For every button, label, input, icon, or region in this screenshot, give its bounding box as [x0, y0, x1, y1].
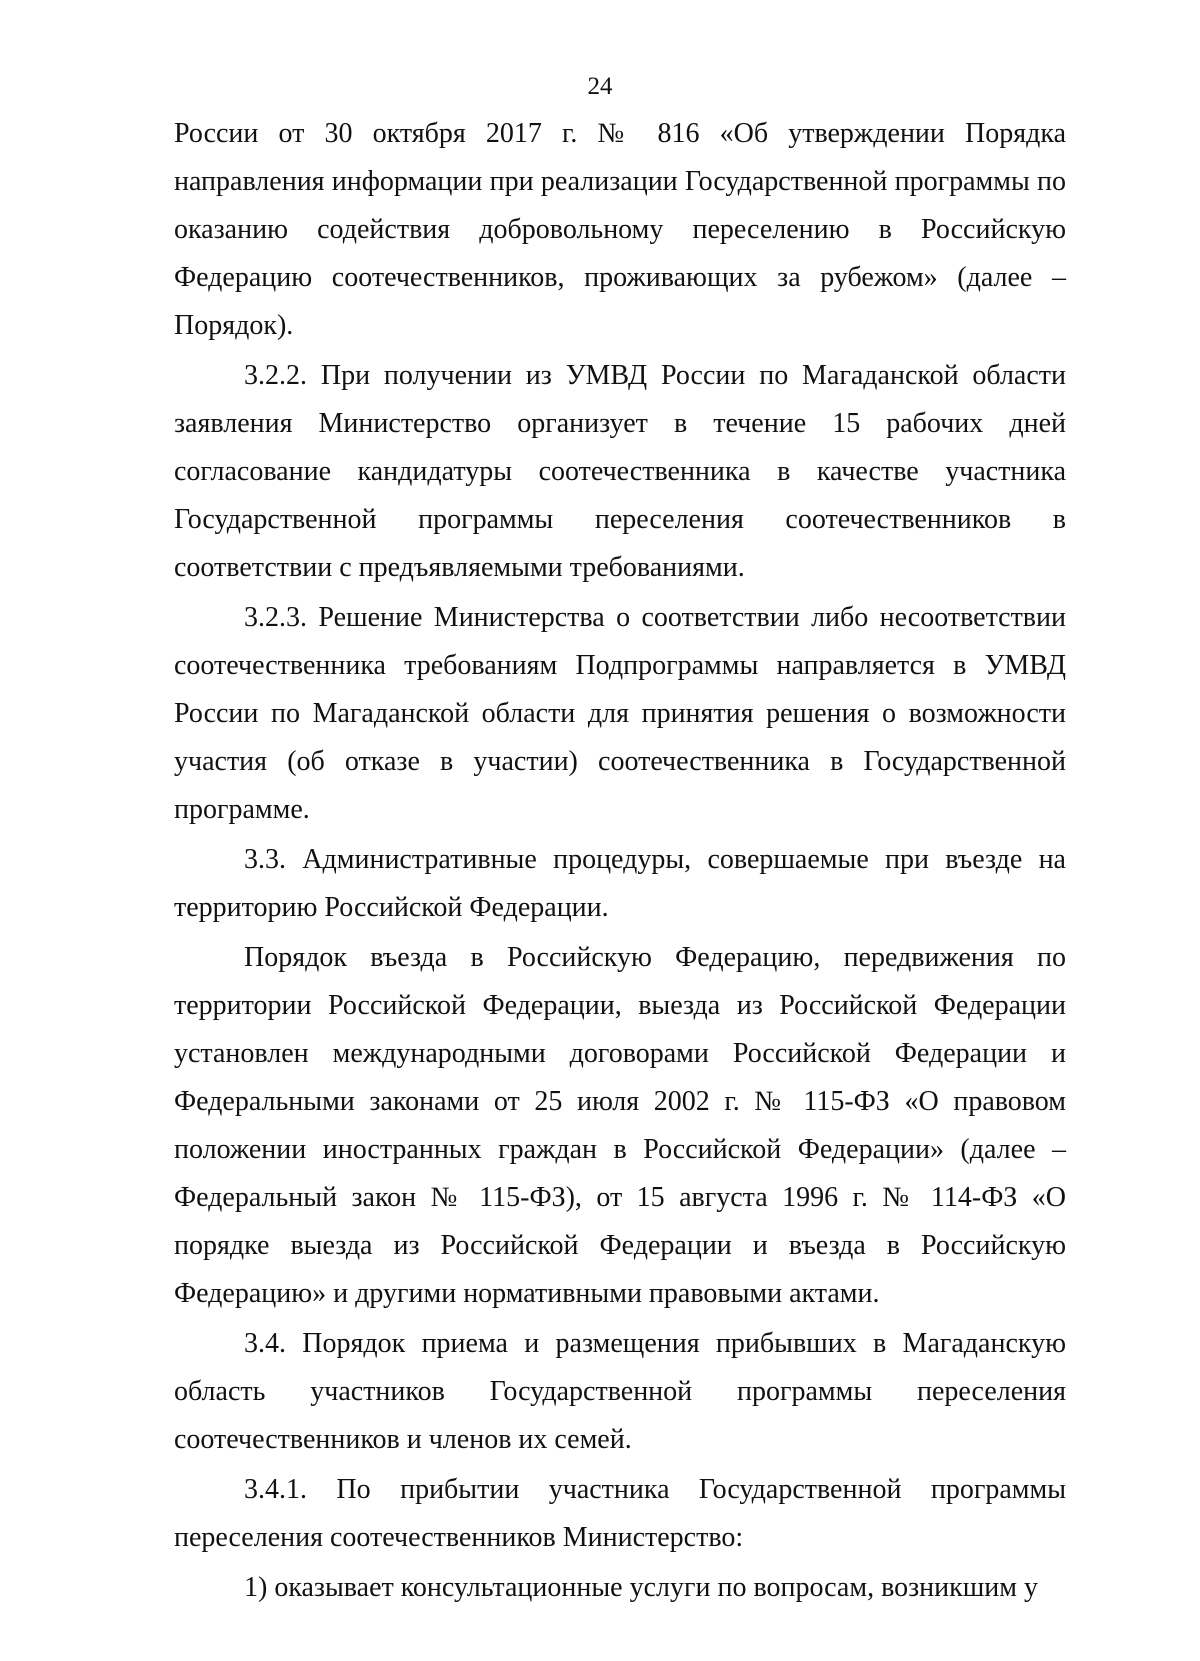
- paragraph-3-4: 3.4. Порядок приема и размещения прибывших в Магаданскую область участников Государственной программы переселения соотечественников и членов их семей.: [174, 1328, 1066, 1455]
- paragraph-3-2-3: 3.2.3. Решение Министерства о соответствии либо несоответствии соотечественника требованиям Подпрограммы направляется в УМВД России по Магаданской области для принятия решения о возможности участия (об отказе в участии) соотечественника в Государственной программе.: [174, 602, 1066, 825]
- document-body: [174, 110, 1066, 1612]
- paragraph-3-3: 3.3. Административные процедуры, совершаемые при въезде на территорию Российской Федерации.: [174, 844, 1066, 923]
- paragraph-item-1: 1) оказывает консультационные услуги по вопросам, возникшим у: [244, 1572, 1039, 1603]
- paragraph-3-2-2: 3.2.2. При получении из УМВД России по Магаданской области заявления Министерство организует в течение 15 рабочих дней согласование кандидатуры соотечественника в качестве участника Государственной программы переселения соотечественников в соответствии с предъявляемыми требованиями.: [174, 360, 1066, 583]
- page-number: 24: [587, 73, 613, 100]
- paragraph-entry-order: Порядок въезда в Российскую Федерацию, передвижения по территории Российской Федерации, выезда из Российской Федерации установлен международными договорами Российской Федерации и Федеральными законами от 25 июля 2002 г. № 115-ФЗ «О правовом положении иностранных граждан в Российской Федерации» (далее – Федеральный закон № 115-ФЗ), от 15 августа 1996 г. № 114-ФЗ «О порядке выезда из Российской Федерации и въезда в Российскую Федерацию» и другими нормативными правовыми актами.: [174, 942, 1066, 1309]
- paragraph-3-4-1: 3.4.1. По прибытии участника Государственной программы переселения соотечественников Министерство:: [174, 1474, 1066, 1553]
- paragraph-intro-continuation: России от 30 октября 2017 г. № 816 «Об утверждении Порядка направления информации при реализации Государственной программы по оказанию содействия добровольному переселению в Российскую Федерацию соотечественников, проживающих за рубежом» (далее – Порядок).: [174, 118, 1066, 341]
